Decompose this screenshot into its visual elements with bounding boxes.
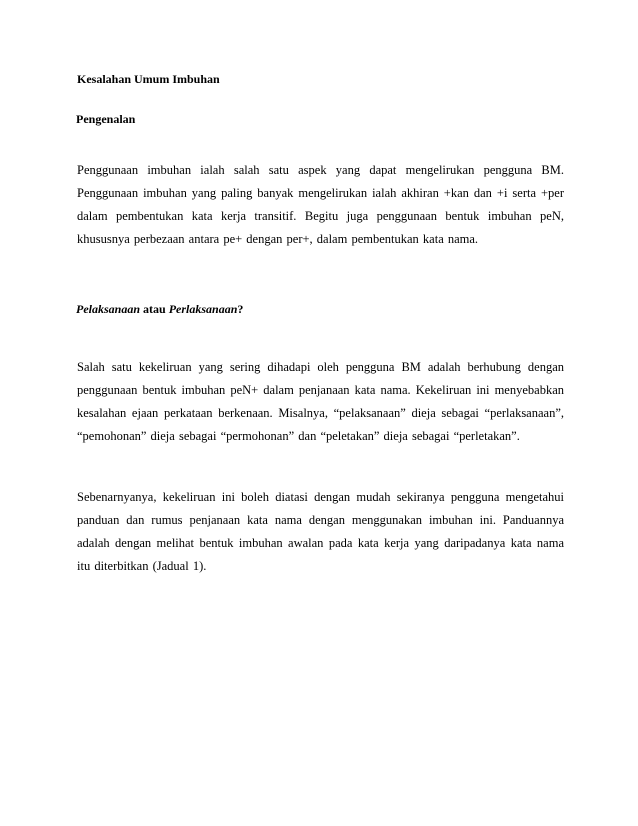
paragraph-kekeliruan: Salah satu kekeliruan yang sering dihadapi oleh pengguna BM adalah berhubung dengan penggunaan bentuk imbuhan peN+ dalam penjanaan kata nama. Kekeliruan ini menyebabkan kesalahan ejaan perkataan berkenaan. Misalnya, “pelaksanaan” dieja sebagai “perlaksanaan”, “pemohonan” dieja sebagai “permohonan” dan “peletakan” dieja sebagai “perletakan”. [77,360,564,443]
heading-question-mark: ? [237,302,244,316]
heading-term-perlaksanaan: Perlaksanaan [168,302,238,316]
document-title: Kesalahan Umum Imbuhan [77,72,220,86]
section-heading-pengenalan: Pengenalan [76,112,136,126]
paragraph-pengenalan: Penggunaan imbuhan ialah salah satu aspek yang dapat mengelirukan pengguna BM. Penggunaan imbuhan yang paling banyak mengelirukan ialah akhiran +kan dan +i serta +per dalam pembentukan kata kerja transitif. Begitu juga penggunaan bentuk imbuhan peN, khususnya perbezaan antara pe+ dengan per+, dalam pembentukan kata nama. [77,163,564,246]
section-heading-pelaksanaan [76,302,243,316]
paragraph-panduan: Sebenarnyanya, kekeliruan ini boleh diatasi dengan mudah sekiranya pengguna mengetahui panduan dan rumus penjanaan kata nama dengan menggunakan imbuhan ini. Panduannya adalah dengan melihat bentuk imbuhan awalan pada kata kerja yang daripadanya kata nama itu diterbitkan (Jadual 1). [77,490,564,573]
heading-term-pelaksanaan: Pelaksanaan [76,302,141,316]
heading-connector: atau [140,302,169,316]
